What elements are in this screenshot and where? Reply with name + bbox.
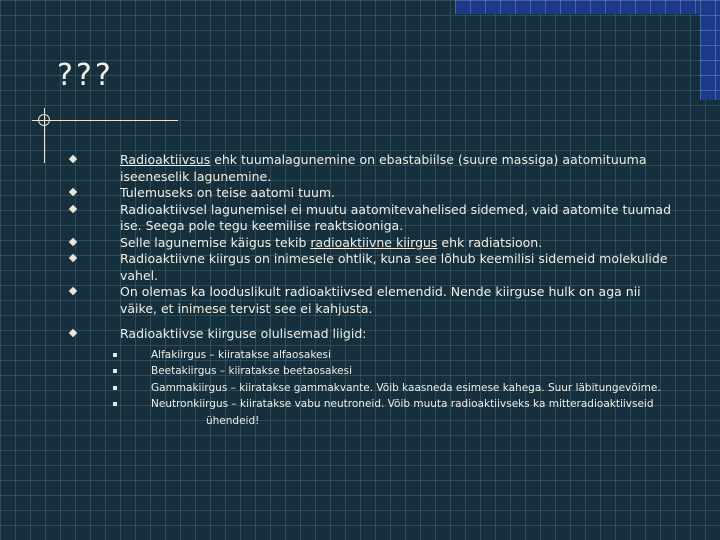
bullet-text: ehk tuumalagunemine on ebastabiilse (suure massiga) aatomituuma iseeneselik lagunemine. bbox=[120, 152, 647, 184]
title-underline bbox=[32, 120, 178, 121]
slide-body bbox=[70, 152, 680, 429]
term-link: radioaktiivne kiirgus bbox=[310, 234, 438, 250]
bullet-text: On olemas ka looduslikult radioaktiivsed elemendid. Nende kiirguse hulk on aga nii väike, et inimese tervist see ei kahjusta. bbox=[120, 284, 641, 316]
square-bullet-icon bbox=[113, 353, 117, 357]
diamond-bullet-icon bbox=[69, 287, 77, 295]
diamond-bullet-icon bbox=[69, 188, 77, 196]
diamond-bullet-icon bbox=[69, 155, 77, 163]
bullet-text: Tulemuseks on teise aatomi tuum. bbox=[120, 185, 336, 200]
sub-item-continuation: ühendeid! bbox=[206, 414, 260, 427]
diamond-bullet-icon bbox=[69, 254, 77, 262]
sub-item-text: Alfakiirgus – kiiratakse alfaosakesi bbox=[151, 348, 331, 361]
square-bullet-icon bbox=[113, 386, 117, 390]
slide-title: ??? bbox=[57, 58, 114, 93]
sub-item-text: Neutronkiirgus – kiiratakse vabu neutroneid. Võib muuta radioaktiivseks ka mitteradioaktiivseid bbox=[151, 398, 654, 410]
top-right-accent-block bbox=[455, 0, 720, 14]
bullet-text: Radioaktiivse kiirguse olulisemad liigid: bbox=[120, 326, 367, 341]
term-link: Radioaktiivsus bbox=[120, 152, 211, 167]
bullet-item bbox=[70, 284, 680, 317]
bullet-text: Radioaktiivne kiirgus on inimesele ohtlik, kuna see lõhub keemilisi sidemeid molekulide vahel. bbox=[120, 251, 668, 283]
radiation-types-list bbox=[113, 347, 680, 430]
bullet-item bbox=[70, 251, 680, 284]
bullet-text: ehk radiatsioon. bbox=[437, 234, 543, 250]
square-bullet-icon bbox=[113, 369, 117, 373]
sub-item-text: Beetakiirgus – kiiratakse beetaosakesi bbox=[151, 365, 353, 377]
bullet-item bbox=[70, 202, 680, 235]
bullet-text: Radioaktiivsel lagunemisel ei muutu aatomitevahelised sidemed, vaid aatomite tuumad ise. Seega pole tegu keemilise reaktsiooniga. bbox=[120, 201, 672, 233]
bullet-item bbox=[70, 235, 680, 252]
sub-list-item bbox=[113, 380, 680, 397]
square-bullet-icon bbox=[113, 402, 117, 406]
bullet-item bbox=[70, 152, 680, 185]
sub-list-item bbox=[113, 396, 680, 413]
sub-list-item bbox=[113, 363, 680, 380]
diamond-bullet-icon bbox=[69, 237, 77, 245]
diamond-bullet-icon bbox=[69, 329, 77, 337]
sub-item-text: Gammakiirgus – kiiratakse gammakvante. Võib kaasneda esimese kahega. Suur läbitungevõime. bbox=[151, 381, 661, 394]
bullet-text: Selle lagunemise käigus tekib bbox=[120, 234, 311, 250]
crosshair-circle-icon bbox=[38, 114, 50, 126]
bullet-item bbox=[70, 326, 680, 343]
bullet-item bbox=[70, 185, 680, 202]
diamond-bullet-icon bbox=[69, 204, 77, 212]
right-edge-accent-block bbox=[700, 0, 720, 100]
sub-list-item bbox=[113, 347, 680, 364]
